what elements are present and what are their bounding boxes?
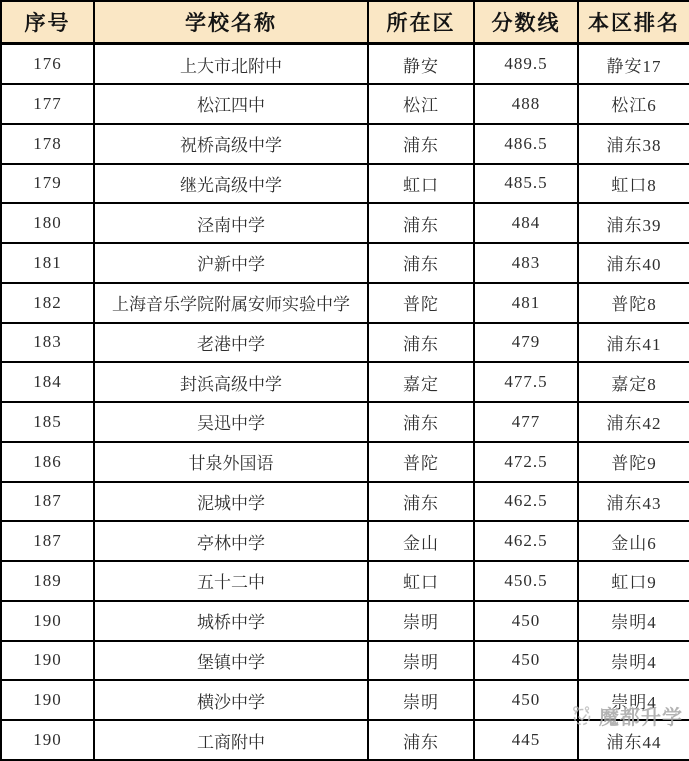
cell-index: 187 — [1, 482, 94, 522]
cell-rank: 浦东39 — [578, 203, 689, 243]
col-header-district: 所在区 — [368, 1, 474, 44]
cell-district: 静安 — [368, 44, 474, 85]
cell-district: 浦东 — [368, 243, 474, 283]
cell-score: 486.5 — [474, 124, 578, 164]
cell-index: 181 — [1, 243, 94, 283]
cell-index: 182 — [1, 283, 94, 323]
table-row — [1, 283, 689, 323]
cell-school: 横沙中学 — [94, 680, 368, 720]
cell-district: 崇明 — [368, 641, 474, 681]
cell-index: 190 — [1, 720, 94, 760]
cell-index: 190 — [1, 680, 94, 720]
table-row — [1, 203, 689, 243]
cell-district: 浦东 — [368, 124, 474, 164]
cell-district: 浦东 — [368, 323, 474, 363]
cell-score: 462.5 — [474, 482, 578, 522]
cell-score: 472.5 — [474, 442, 578, 482]
cell-score: 479 — [474, 323, 578, 363]
cell-school: 继光高级中学 — [94, 164, 368, 204]
cell-score: 462.5 — [474, 521, 578, 561]
table-body — [1, 44, 689, 761]
table-row — [1, 442, 689, 482]
cell-score: 485.5 — [474, 164, 578, 204]
cell-school: 泾南中学 — [94, 203, 368, 243]
cell-index: 180 — [1, 203, 94, 243]
cell-school: 工商附中 — [94, 720, 368, 760]
cell-rank: 浦东40 — [578, 243, 689, 283]
cell-rank: 嘉定8 — [578, 362, 689, 402]
cell-school: 五十二中 — [94, 561, 368, 601]
cell-district: 浦东 — [368, 720, 474, 760]
cell-index: 187 — [1, 521, 94, 561]
cell-school: 上海音乐学院附属安师实验中学 — [94, 283, 368, 323]
cell-index: 183 — [1, 323, 94, 363]
cell-index: 190 — [1, 601, 94, 641]
cell-rank: 浦东44 — [578, 720, 689, 760]
cell-district: 浦东 — [368, 482, 474, 522]
cell-score: 488 — [474, 84, 578, 124]
watermark-text: 魔都升学 — [599, 707, 683, 729]
cell-score: 450 — [474, 601, 578, 641]
cell-rank: 虹口9 — [578, 561, 689, 601]
cell-district: 虹口 — [368, 561, 474, 601]
cell-school: 上大市北附中 — [94, 44, 368, 85]
cell-rank: 普陀9 — [578, 442, 689, 482]
cell-school: 祝桥高级中学 — [94, 124, 368, 164]
cell-rank: 静安17 — [578, 44, 689, 85]
table-row — [1, 124, 689, 164]
cell-rank: 崇明4 — [578, 601, 689, 641]
table-row — [1, 680, 689, 720]
cell-index: 186 — [1, 442, 94, 482]
cell-score: 445 — [474, 720, 578, 760]
cell-index: 179 — [1, 164, 94, 204]
table-row — [1, 362, 689, 402]
cell-rank: 浦东42 — [578, 402, 689, 442]
table-row — [1, 84, 689, 124]
cell-index: 184 — [1, 362, 94, 402]
cell-school: 吴迅中学 — [94, 402, 368, 442]
col-header-school: 学校名称 — [94, 1, 368, 44]
cell-score: 484 — [474, 203, 578, 243]
table-row — [1, 561, 689, 601]
cell-school: 老港中学 — [94, 323, 368, 363]
cell-index: 185 — [1, 402, 94, 442]
table-row — [1, 482, 689, 522]
cell-rank: 浦东41 — [578, 323, 689, 363]
cell-school: 沪新中学 — [94, 243, 368, 283]
cell-rank: 崇明4 — [578, 641, 689, 681]
cell-rank: 松江6 — [578, 84, 689, 124]
cell-index: 190 — [1, 641, 94, 681]
cell-school: 甘泉外国语 — [94, 442, 368, 482]
cell-rank: 崇明4 — [578, 680, 689, 720]
table-header — [1, 1, 689, 44]
table-row — [1, 720, 689, 760]
cell-score: 483 — [474, 243, 578, 283]
cell-score: 477 — [474, 402, 578, 442]
col-header-score: 分数线 — [474, 1, 578, 44]
cell-index: 177 — [1, 84, 94, 124]
cell-index: 178 — [1, 124, 94, 164]
cell-school: 城桥中学 — [94, 601, 368, 641]
cell-school: 松江四中 — [94, 84, 368, 124]
col-header-rank: 本区排名 — [578, 1, 689, 44]
table-row — [1, 641, 689, 681]
cell-score: 450 — [474, 680, 578, 720]
cell-district: 虹口 — [368, 164, 474, 204]
cell-score: 450.5 — [474, 561, 578, 601]
cell-rank: 普陀8 — [578, 283, 689, 323]
cell-score: 481 — [474, 283, 578, 323]
table-row — [1, 44, 689, 85]
header-row — [1, 1, 689, 44]
cell-school: 堡镇中学 — [94, 641, 368, 681]
table-row — [1, 402, 689, 442]
col-header-index: 序号 — [1, 1, 94, 44]
cell-index: 189 — [1, 561, 94, 601]
cell-rank: 虹口8 — [578, 164, 689, 204]
table-row — [1, 601, 689, 641]
cell-district: 嘉定 — [368, 362, 474, 402]
table-row — [1, 521, 689, 561]
cell-school: 封浜高级中学 — [94, 362, 368, 402]
cell-district: 浦东 — [368, 402, 474, 442]
cell-district: 松江 — [368, 84, 474, 124]
table-row — [1, 323, 689, 363]
table-row — [1, 164, 689, 204]
cell-score: 450 — [474, 641, 578, 681]
cell-score: 489.5 — [474, 44, 578, 85]
cell-district: 崇明 — [368, 680, 474, 720]
cell-school: 亭林中学 — [94, 521, 368, 561]
cell-district: 普陀 — [368, 442, 474, 482]
cell-district: 金山 — [368, 521, 474, 561]
cell-rank: 浦东38 — [578, 124, 689, 164]
cell-district: 浦东 — [368, 203, 474, 243]
cell-score: 477.5 — [474, 362, 578, 402]
cell-school: 泥城中学 — [94, 482, 368, 522]
cell-rank: 浦东43 — [578, 482, 689, 522]
table-row — [1, 243, 689, 283]
cell-district: 普陀 — [368, 283, 474, 323]
cell-index: 176 — [1, 44, 94, 85]
cell-district: 崇明 — [368, 601, 474, 641]
cell-rank: 金山6 — [578, 521, 689, 561]
